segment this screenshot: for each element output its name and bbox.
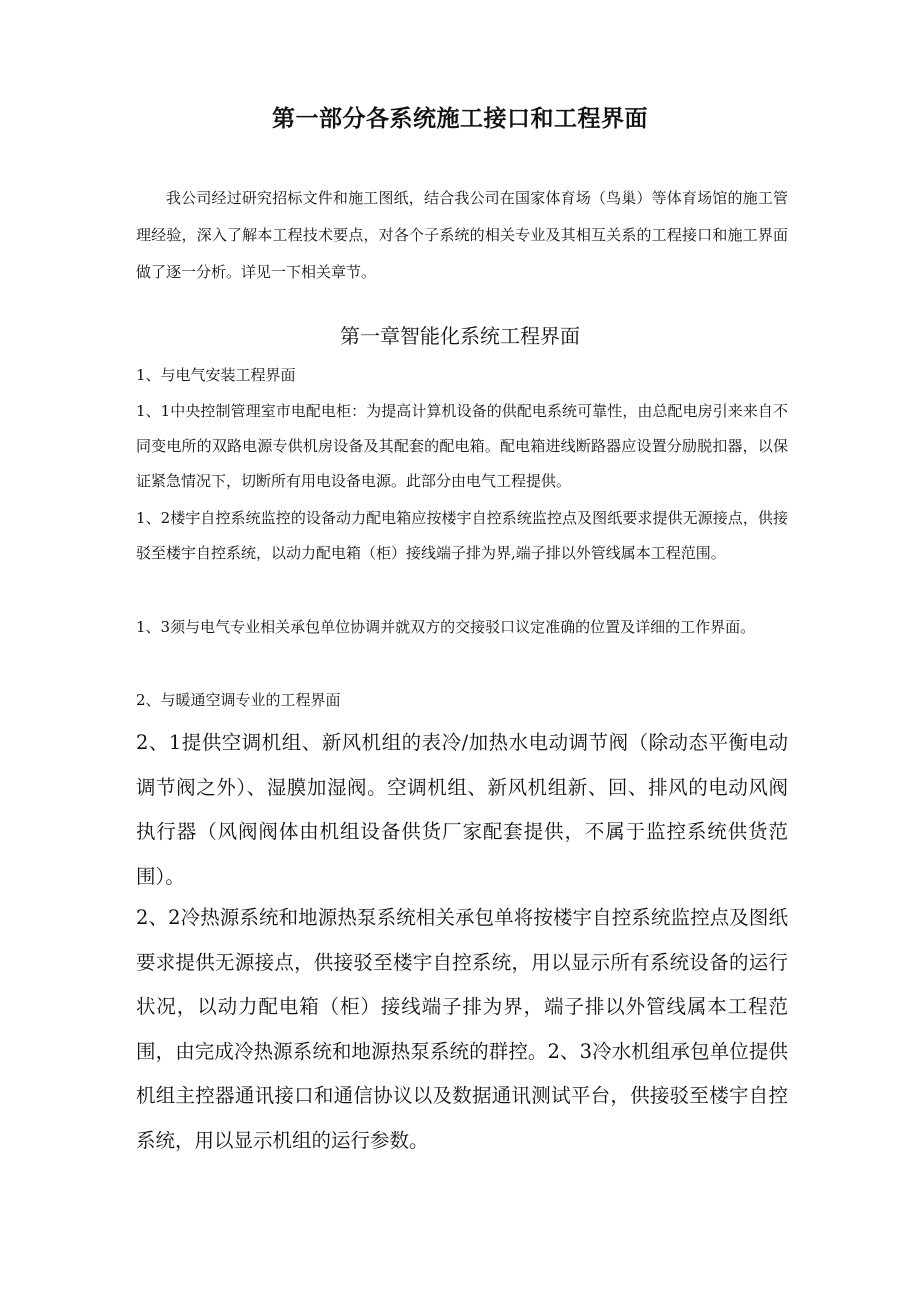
section-heading-hvac: 2、与暖通空调专业的工程界面 <box>136 691 341 709</box>
chapter-title: 第一章智能化系统工程界面 <box>340 324 580 348</box>
section-heading-electrical: 1、与电气安装工程界面 <box>136 366 296 384</box>
paragraph-1-3: 1、3须与电气专业相关承包单位协调并就双方的交接驳口议定准确的位置及详细的工作界面。 <box>136 618 756 636</box>
paragraph-1-2: 1、2楼宇自控系统监控的设备动力配电箱应按楼宇自控系统监控点及图纸要求提供无源接点，供接驳至楼宇自控系统，以动力配电箱（柜）接线端子排为界,端子排以外管线属本工程范围。 <box>136 509 788 562</box>
paragraph-1-1: 1、1中央控制管理室市电配电柜：为提高计算机设备的供配电系统可靠性，由总配电房引来来自不同变电所的双路电源专供机房设备及其配套的配电箱。配电箱进线断路器应设置分励脱扣器，以保证紧急情况下，切断所有用电设备电源。此部分由电气工程提供。 <box>136 402 788 490</box>
document-title: 第一部分各系统施工接口和工程界面 <box>272 106 648 132</box>
paragraph-2-1: 2、1提供空调机组、新风机组的表冷/加热水电动调节阀（除动态平衡电动调节阀之外）、湿膜加湿阀。空调机组、新风机组新、回、排风的电动风阀执行器（风阀阀体由机组设备供货厂家配套提供，不属于监控系统供货范围）。 <box>136 731 788 888</box>
paragraph-2-2: 2、2冷热源系统和地源热泵系统相关承包单将按楼宇自控系统监控点及图纸要求提供无源接点，供接驳至楼宇自控系统，用以显示所有系统设备的运行状况，以动力配电箱（柜）接线端子排为界，端子排以外管线属本工程范围，由完成冷热源系统和地源热泵系统的群控。2、3冷水机组承包单位提供机组主控器通讯接口和通信协议以及数据通讯测试平台，供接驳至楼宇自控系统，用以显示机组的运行参数。 <box>136 906 788 1152</box>
intro-paragraph: 我公司经过研究招标文件和施工图纸，结合我公司在国家体育场（鸟巢）等体育场馆的施工管理经验，深入了解本工程技术要点，对各个子系统的相关专业及其相互关系的工程接口和施工界面做了逐一分析。详见一下相关章节。 <box>136 189 788 281</box>
